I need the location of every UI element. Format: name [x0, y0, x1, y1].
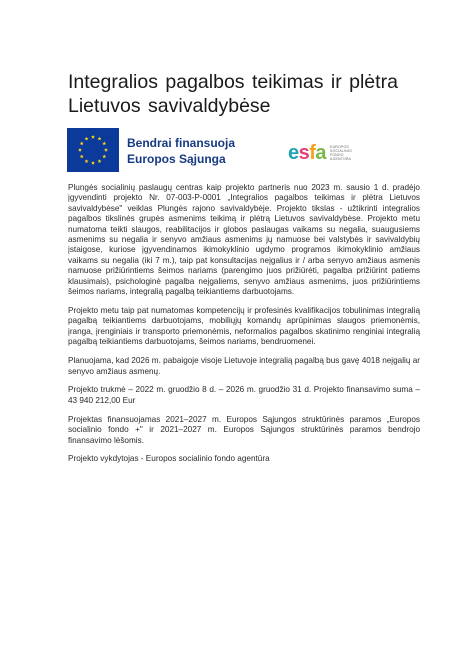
eu-star-icon [98, 137, 102, 141]
eu-star-icon [98, 159, 102, 163]
eu-star-icon [104, 148, 108, 152]
esfa-logo-subtitle: EUROPOS SOCIALINIO FONDO AGENTŪRA [330, 144, 353, 162]
esfa-letter-a: a [315, 142, 327, 164]
paragraph-competencies: Projekto metu taip pat numatomas kompetencijų ir profesinės kvalifikacijos tobulinimas integralią pagalbą teikiantiems darbuotojams, mobiliųjų komandų aprūpinimas slaugos priemonėmis, įranga, įrenginiais ir transporto priemonėmis, neformalios pagalbos skatinimo renginiai integralią pagalbą teikiantiems darbuotojams, šeimos nariams, bendruomenei. [68, 305, 420, 347]
eu-star-icon [78, 148, 82, 152]
esfa-letter-e: e [288, 142, 299, 164]
eu-cofunded-logo [67, 128, 263, 172]
esfa-logo-word [288, 142, 326, 164]
esfa-logo [288, 138, 360, 168]
esfa-letter-f: f [309, 142, 316, 164]
title-line-2: Lietuvos savivaldybėse [68, 95, 271, 117]
esfa-letter-s: s [298, 142, 310, 164]
eu-logo-text [119, 128, 263, 173]
paragraph-intro: Plungės socialinių paslaugų centras kaip projekto partneris nuo 2023 m. sausio 1 d. pradėjo įgyvendinti projekto Nr. 07-003-P-0001 „Integralios pagalbos teikimas ir plėtra Lietuvos savivaldybėse" veiklas Plungės rajono savivaldybėje. Projekto tikslas - užtikrinti integralios pagalbos tikslinės grupės asmenims teikimą ir plėtrą Lietuvos savivaldybėse. Projekto metu numatoma teikti slaugos, reabilitacijos ir globos paslaugas vaikams su negalia, suaugusiems asmenims su negalia ir senyvo amžiaus asmenims jų namuose bei valstybės ir savivaldybių įstaigose, kuriose įgyvendinamos ikimokyklinio ugdymo programos ikimokyklinio amžiaus vaikams su negalia (iki 7 m.), taip pat konsultacijas neįgalius ir / arba senyvo amžiaus asmenis namuose prižiūrintiems šeimos nariams (parengimo juos prižiūrėti, pagalba prižiūrint patiems klausimais), psichologinė pagalba neįgaliems, senyvo amžiaus asmenims, juos prižiūrintiems šeimos nariams, integralią pagalbą teikiantiems darbuotojams. [68, 183, 420, 297]
eu-star-icon [102, 154, 106, 158]
eu-star-icon [91, 161, 95, 165]
document-body [68, 183, 420, 473]
eu-star-icon [91, 135, 95, 139]
eu-star-icon [102, 141, 106, 145]
eu-flag-icon [67, 128, 119, 172]
eu-star-icon [85, 159, 89, 163]
paragraph-executor: Projekto vykdytojas - Europos socialinio fondo agentūra [68, 454, 270, 464]
eu-logo-line-1: Bendrai finansuoja [127, 135, 236, 150]
eu-star-icon [80, 154, 84, 158]
eu-logo-line-2: Europos Sąjunga [127, 151, 226, 166]
paragraph-duration: Projekto trukmė – 2022 m. gruodžio 8 d. – 2026 m. gruodžio 31 d. Projekto finansavimo suma – 43 940 212,00 Eur [68, 385, 420, 405]
paragraph-plan: Planuojama, kad 2026 m. pabaigoje visoje Lietuvoje integralią pagalbą bus gavę 4018 neįgalių ar senyvo amžiaus asmenų. [68, 356, 420, 376]
document-title [68, 70, 428, 118]
eu-star-icon [85, 137, 89, 141]
title-line-1: Integralios pagalbos teikimas ir plėtra [68, 71, 398, 93]
eu-star-icon [80, 141, 84, 145]
paragraph-funding: Projektas finansuojamas 2021–2027 m. Europos Sąjungos struktūrinės paramos „Europos socialinio fondo +" ir 2021–2027 m. Europos Sąjungos struktūrinės paramos bendrojo finansavimo lėšomis. [68, 414, 420, 445]
